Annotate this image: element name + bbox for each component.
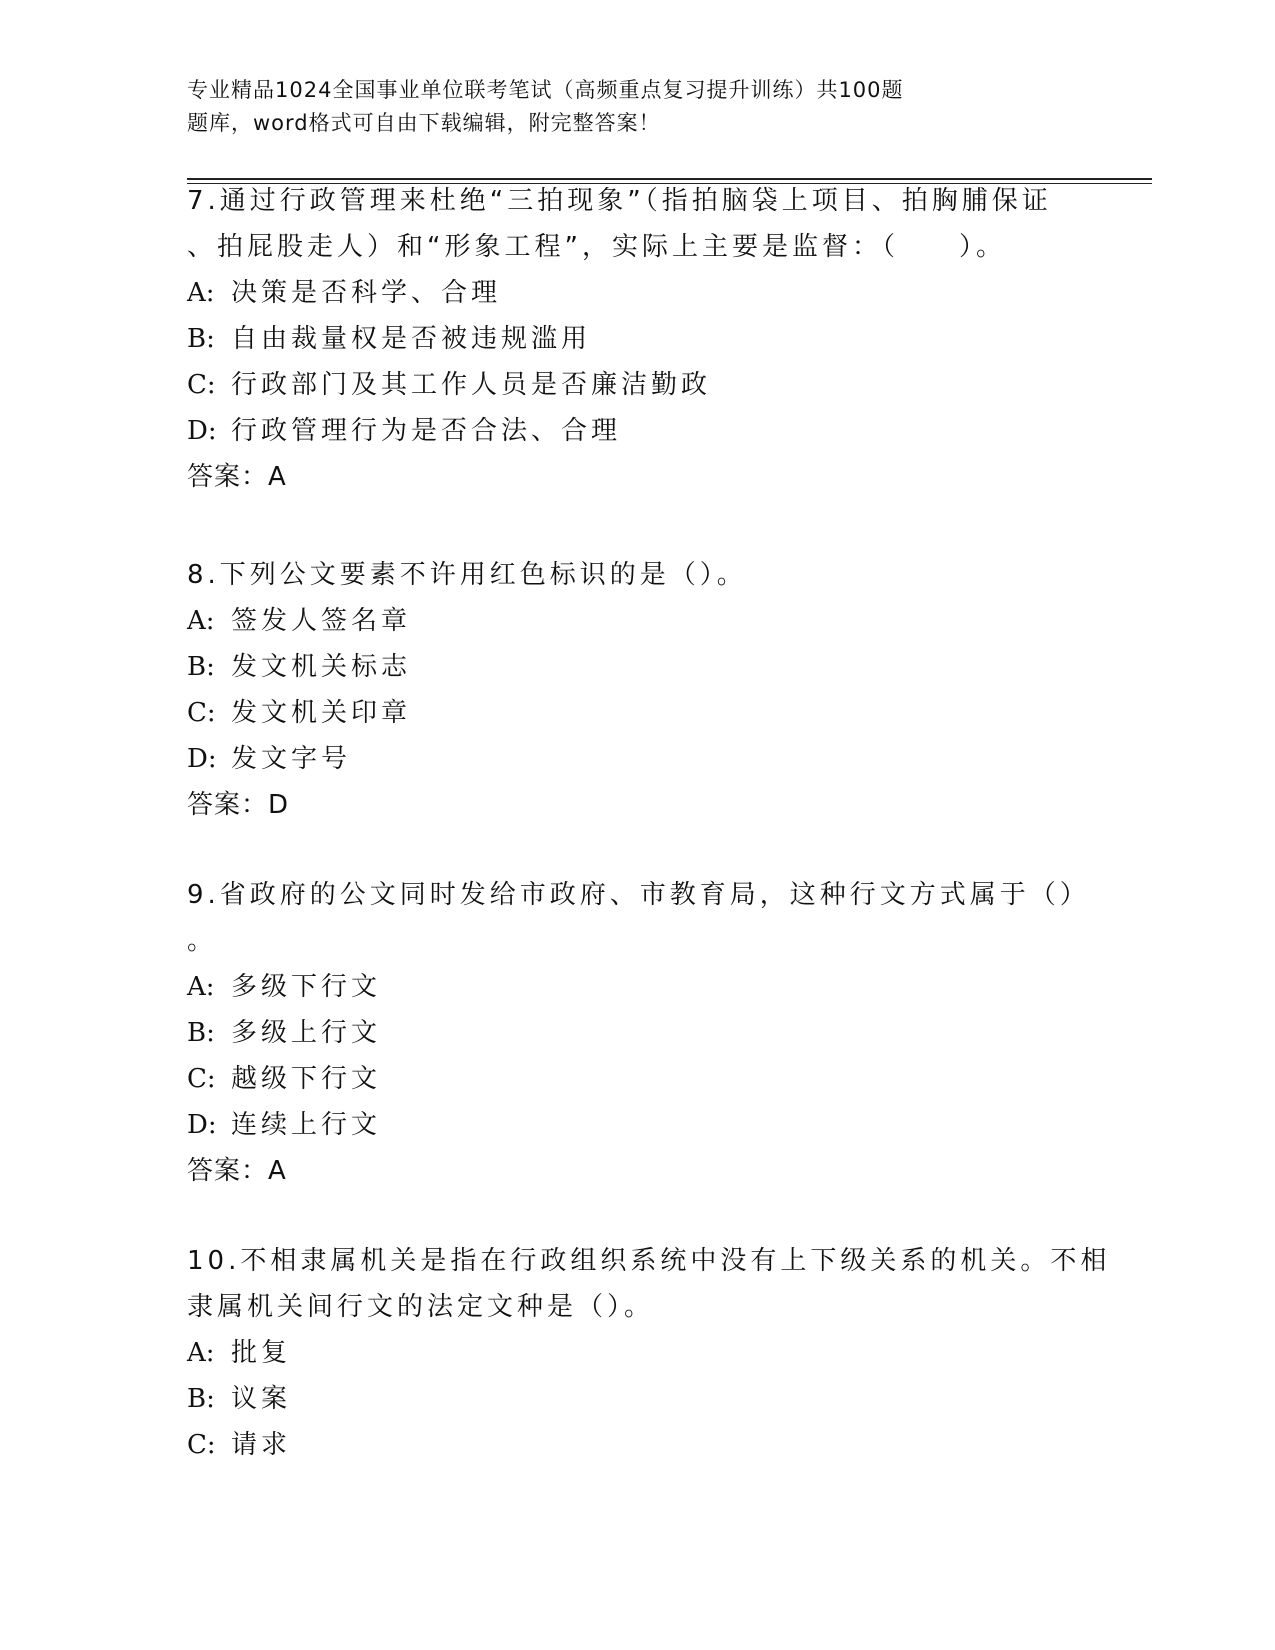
option-text: 自由裁量权是否被违规滥用 (231, 324, 592, 354)
option-text: 越级下行文 (231, 1064, 382, 1094)
question-text-line: 8.下列公文要素不许用红色标识的是（）。 (187, 560, 747, 590)
option-key: D: (187, 416, 217, 446)
question-text-line: 7.通过行政管理来杜绝“三拍现象”（指拍脑袋上项目、拍胸脯保证 (187, 186, 1052, 216)
option-c (187, 690, 1087, 736)
option-a (187, 1330, 1087, 1376)
option-d (187, 736, 1087, 782)
option-key: C: (187, 1064, 216, 1094)
option-b (187, 644, 1087, 690)
option-key: B: (187, 1384, 215, 1414)
option-key: A: (187, 972, 215, 1002)
option-text: 请求 (231, 1430, 292, 1460)
option-key: A: (187, 278, 215, 308)
answer-line: 答案：D (187, 790, 290, 820)
option-key: C: (187, 1430, 216, 1460)
option-text: 批复 (231, 1338, 292, 1368)
answer-line: 答案：A (187, 1156, 287, 1186)
option-b (187, 1010, 1087, 1056)
option-text: 决策是否科学、合理 (231, 278, 502, 308)
option-key: D: (187, 744, 217, 774)
option-key: B: (187, 652, 215, 682)
question-text-line: 。 (187, 926, 218, 956)
question-text-line: 10.不相隶属机关是指在行政组织系统中没有上下级关系的机关。不相 (187, 1246, 1111, 1276)
option-text: 发文机关印章 (231, 698, 412, 728)
option-key: C: (187, 698, 216, 728)
question-9 (187, 872, 1090, 1194)
option-key: B: (187, 324, 215, 354)
question-text-line: 9.省政府的公文同时发给市政府、市教育局，这种行文方式属于（） (187, 880, 1090, 910)
option-key: B: (187, 1018, 215, 1048)
option-d (187, 408, 1087, 454)
option-c (187, 1422, 1087, 1468)
option-text: 多级上行文 (231, 1018, 382, 1048)
option-text: 行政部门及其工作人员是否廉洁勤政 (231, 370, 712, 400)
option-key: A: (187, 1338, 215, 1368)
question-7 (187, 178, 1087, 500)
question-text-line: 隶属机关间行文的法定文种是（）。 (187, 1292, 655, 1322)
option-a (187, 598, 1087, 644)
option-a (187, 270, 1087, 316)
answer-line: 答案：A (187, 462, 287, 492)
option-text: 行政管理行为是否合法、合理 (231, 416, 622, 446)
option-b (187, 1376, 1087, 1422)
option-c (187, 1056, 1087, 1102)
option-text: 发文机关标志 (231, 652, 412, 682)
document-header (187, 74, 1067, 140)
option-text: 议案 (231, 1384, 292, 1414)
option-key: D: (187, 1110, 217, 1140)
option-text: 多级下行文 (231, 972, 382, 1002)
option-text: 发文字号 (231, 744, 352, 774)
option-key: C: (187, 370, 216, 400)
option-a (187, 964, 1087, 1010)
option-d (187, 1102, 1087, 1148)
option-text: 签发人签名章 (231, 606, 412, 636)
option-c (187, 362, 1087, 408)
option-b (187, 316, 1087, 362)
header-line-1: 专业精品1024全国事业单位联考笔试（高频重点复习提升训练）共100题 (187, 78, 904, 102)
question-8 (187, 552, 1087, 828)
question-text-line: 、拍屁股走人）和“形象工程”，实际上主要是监督：（ ）。 (187, 232, 1006, 262)
option-key: A: (187, 606, 215, 636)
header-line-2: 题库，word格式可自由下载编辑，附完整答案！ (187, 111, 661, 135)
question-10 (187, 1238, 1111, 1468)
option-text: 连续上行文 (231, 1110, 382, 1140)
